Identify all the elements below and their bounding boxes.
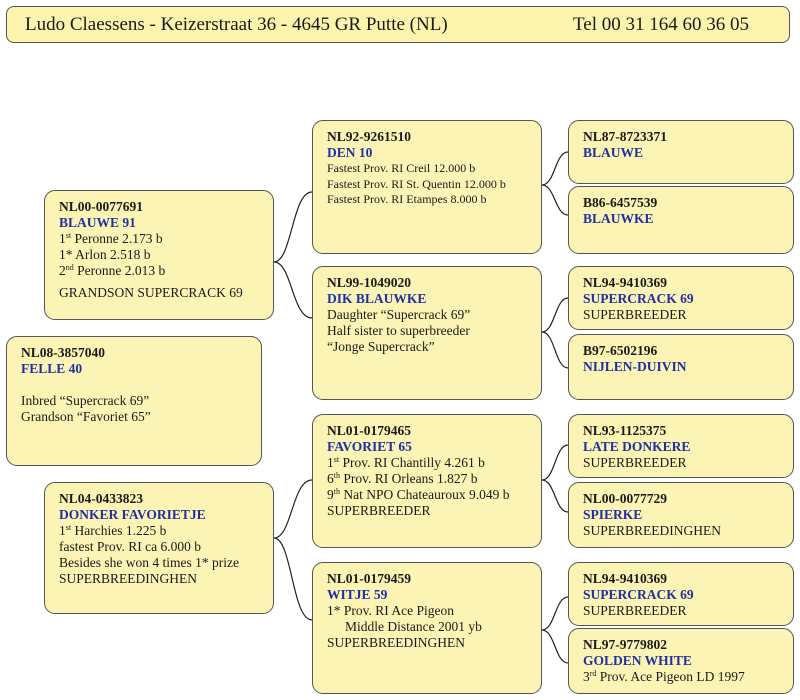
dam-note: SUPERBREEDINGHEN bbox=[59, 571, 198, 586]
sire-note: GRANDSON SUPERCRACK 69 bbox=[59, 285, 243, 300]
gg-note: SUPERBREEDER bbox=[583, 455, 687, 470]
ds-name: FAVORIET 65 bbox=[327, 439, 412, 454]
sire-ring: NL00-0077691 bbox=[59, 199, 143, 214]
gg-ring: NL97-9779802 bbox=[583, 637, 667, 652]
sd-note: Daughter “Supercrack 69” bbox=[327, 307, 471, 322]
great-grandparent-card bbox=[568, 186, 794, 254]
ds-result: 1st Prov. RI Chantilly 4.261 b bbox=[327, 455, 485, 470]
connector-sd-gg3 bbox=[542, 332, 568, 368]
connector-dd-gg6 bbox=[542, 597, 568, 630]
subject-note: Inbred “Supercrack 69” bbox=[21, 393, 150, 408]
gg-note: 3rd Prov. Ace Pigeon LD 1997 bbox=[583, 669, 745, 684]
dam-ring: NL04-0433823 bbox=[59, 491, 143, 506]
sire-dam-card bbox=[312, 266, 542, 400]
sire-result: 1st Peronne 2.173 b bbox=[59, 231, 163, 246]
sire-name: BLAUWE 91 bbox=[59, 215, 136, 230]
great-grandparent-card bbox=[568, 266, 794, 330]
dam-result: fastest Prov. RI ca 6.000 b bbox=[59, 539, 201, 554]
gg-ring: NL93-1125375 bbox=[583, 423, 667, 438]
gg-ring: NL94-9410369 bbox=[583, 275, 667, 290]
gg-note: SUPERBREEDER bbox=[583, 603, 687, 618]
gg-name: SUPERCRACK 69 bbox=[583, 587, 694, 602]
dam-sire-card bbox=[312, 414, 542, 548]
gg-name: SUPERCRACK 69 bbox=[583, 291, 694, 306]
ss-result: Fastest Prov. RI St. Quentin 12.000 b bbox=[327, 176, 506, 191]
dd-result: Middle Distance 2001 yb bbox=[345, 619, 482, 634]
sd-ring: NL99-1049020 bbox=[327, 275, 411, 290]
gg-name: LATE DONKERE bbox=[583, 439, 691, 454]
sd-note: Half sister to superbreeder bbox=[327, 323, 470, 338]
gg-ring: B86-6457539 bbox=[583, 195, 658, 210]
connector-dd-gg7 bbox=[542, 630, 568, 663]
ss-name: DEN 10 bbox=[327, 145, 373, 160]
dd-result: 1* Prov. RI Ace Pigeon bbox=[327, 603, 454, 618]
great-grandparent-card bbox=[568, 562, 794, 626]
ss-result: Fastest Prov. RI Creil 12.000 b bbox=[327, 161, 476, 175]
connector-sire-ss bbox=[274, 192, 312, 262]
subject-note: Grandson “Favoriet 65” bbox=[21, 409, 151, 424]
connector-dam-ds bbox=[274, 480, 312, 538]
subject-card bbox=[6, 336, 262, 466]
great-grandparent-card bbox=[568, 120, 794, 184]
dd-ring: NL01-0179459 bbox=[327, 571, 411, 586]
gg-ring: B97-6502196 bbox=[583, 343, 658, 358]
subject-ring: NL08-3857040 bbox=[21, 345, 105, 360]
subject-name: FELLE 40 bbox=[21, 361, 83, 376]
gg-name: BLAUWKE bbox=[583, 211, 654, 226]
breeder-address: Ludo Claessens - Keizerstraat 36 - 4645 GR Putte (NL) bbox=[25, 14, 448, 35]
gg-name: NIJLEN-DUIVIN bbox=[583, 359, 687, 374]
dam-result: 1st Harchies 1.225 b bbox=[59, 523, 167, 538]
sire-result: 2nd Peronne 2.013 b bbox=[59, 263, 166, 278]
ds-result: 6th Prov. RI Orleans 1.827 b bbox=[327, 471, 478, 486]
sire-sire-card bbox=[312, 120, 542, 254]
connector-sire-sd bbox=[274, 262, 312, 318]
dam-card bbox=[44, 482, 274, 614]
connector-ss-gg0 bbox=[542, 152, 568, 185]
sd-note: “Jonge Supercrack” bbox=[327, 339, 435, 354]
gg-ring: NL94-9410369 bbox=[583, 571, 667, 586]
ds-ring: NL01-0179465 bbox=[327, 423, 411, 438]
dam-name: DONKER FAVORIETJE bbox=[59, 507, 206, 522]
connector-sd-gg2 bbox=[542, 298, 568, 332]
connector-ds-gg4 bbox=[542, 445, 568, 480]
great-grandparent-card bbox=[568, 628, 794, 694]
dam-note: Besides she won 4 times 1* prize bbox=[59, 555, 239, 570]
gg-name: GOLDEN WHITE bbox=[583, 653, 692, 668]
connector-dam-dd bbox=[274, 538, 312, 620]
ss-result: Fastest Prov. RI Etampes 8.000 b bbox=[327, 192, 487, 206]
ss-ring: NL92-9261510 bbox=[327, 129, 411, 144]
gg-name: BLAUWE bbox=[583, 145, 644, 160]
sd-name: DIK BLAUWKE bbox=[327, 291, 427, 306]
breeder-phone: Tel 00 31 164 60 36 05 bbox=[573, 14, 749, 35]
gg-ring: NL00-0077729 bbox=[583, 491, 667, 506]
dd-note: SUPERBREEDINGHEN bbox=[327, 635, 466, 650]
great-grandparent-card bbox=[568, 482, 794, 548]
gg-note: SUPERBREEDINGHEN bbox=[583, 523, 722, 538]
great-grandparent-card bbox=[568, 414, 794, 478]
ds-note: SUPERBREEDER bbox=[327, 503, 431, 518]
connector-ss-gg1 bbox=[542, 185, 568, 215]
dam-dam-card bbox=[312, 562, 542, 694]
connector-ds-gg5 bbox=[542, 480, 568, 512]
sire-card bbox=[44, 190, 274, 320]
gg-name: SPIERKE bbox=[583, 507, 643, 522]
great-grandparent-card bbox=[568, 334, 794, 400]
ds-result: 9th Nat NPO Chateauroux 9.049 b bbox=[327, 487, 510, 502]
sire-result: 1* Arlon 2.518 b bbox=[59, 247, 151, 262]
gg-note: SUPERBREEDER bbox=[583, 307, 687, 322]
dd-name: WITJE 59 bbox=[327, 587, 388, 602]
gg-ring: NL87-8723371 bbox=[583, 129, 667, 144]
